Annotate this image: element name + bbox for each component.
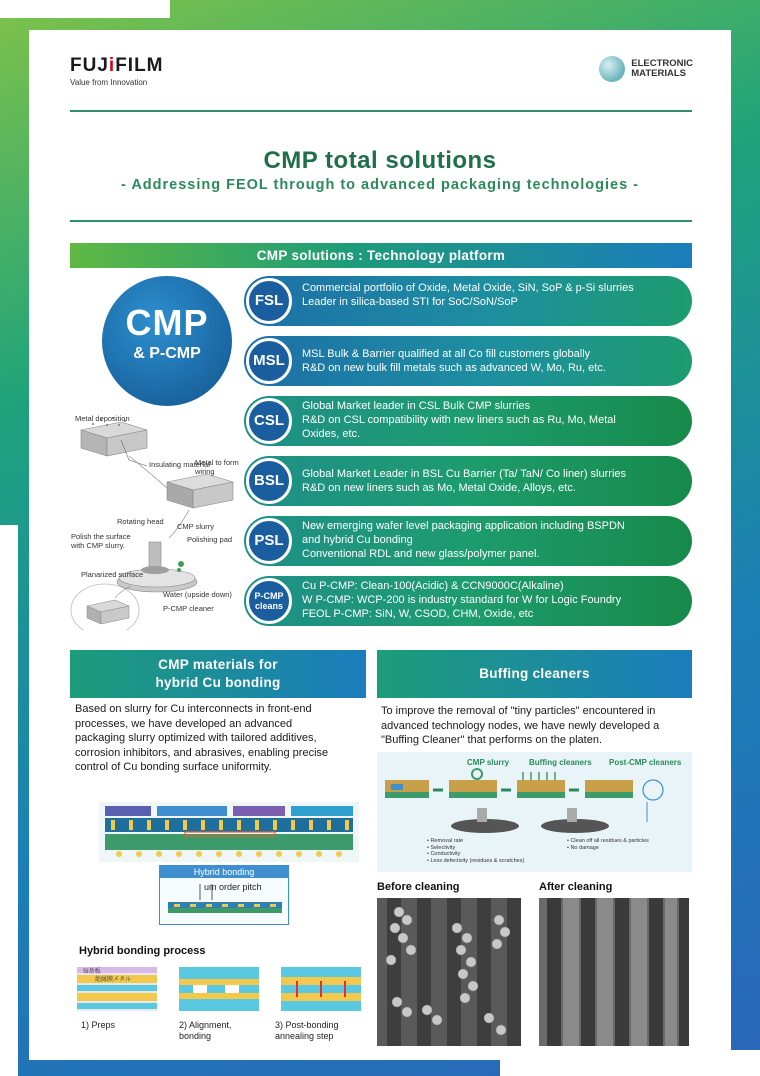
hybrid-bond-layers — [160, 878, 290, 924]
platform-item: PSL New emerging wafer level packaging application including BSPDN and hybrid Cu bonding Conventional RDL and new glass/polymer panel. — [244, 516, 692, 566]
cmp-circle: CMP & P-CMP — [102, 276, 232, 406]
page-title: CMP total solutions — [263, 147, 497, 174]
buffing-flow-diagram: CMP slurry Buffing cleaners Post-CMP cleaners • Removal rate • Selectivity • Conductivity • Less defectivity (residues & scratches) • Clean off all residues & particles • No damage — [377, 752, 692, 872]
platform-item: CSL Global Market leader in CSL Bulk CMP slurries R&D on CSL compatibility with new liners such as Ru, Mo, Metal Oxides, etc. — [244, 396, 692, 446]
buffing-description: To improve the removal of "tiny particles" encountered in advanced technology nodes, we have newly developed a "Buffing Cleaner" that performs on the platen. — [381, 705, 660, 746]
cmp-process-diagram: Metal deposition Insulating material Metal to form wiring Rotating head Polish the surface with CMP slurry. CMP slurry Polishing pad Planarized surface Water (upside down) P-CMP cleaner — [69, 410, 244, 630]
platform-item: BSL Global Market Leader in BSL Cu Barrier (Ta/ TaN/ Co liner) slurries R&D on new liners such as Mo, Metal Oxide, Alloys, etc. — [244, 456, 692, 506]
poster-sheet: FUJiFILM Value from Innovation ELECTRONIC MATERIALS CMP total solutions - Addressing FEOL through to advanced packaging technologies - CMP solutions : Technology platform CMP & P-CMP Metal deposition Insulating material Metal to form wiring Rotating head Polish the surface with CMP slurry. CMP slurry Polishing pad Planarized surface Water (upside down) P-CMP cleaner FSL Commercial portfolio of Oxide, Metal Oxide, SiN, SoP & p-Si slurries Leader in silica-based STI for SoC/SoN/SoP MSL MSL Bulk & Barrier qualified at all Co fill customers globally R&D on new bulk fill metals such as advanced W, Mo, Ru, etc. CSL Global Market leader in CSL Bulk CMP slurries R&D on CSL compatibility with new liners such as Ru, Mo, Metal Oxides, etc. BSL Global Market Leader in BSL Cu Barrier (Ta/ TaN/ Co liner) slurries R&D on new liners such as Mo, Metal Oxide, Alloys, etc. PSL New emerging wafer level packaging application including BSPDN and hybrid Cu bonding Conventional RDL and new glass/polymer panel. P-CMP cleans Cu P-CMP: Clean-100(Acidic) & CCN9000C(Alkaline) W P-CMP: WCP-200 is industry standard for W for Logic Foundry FEOL P-CMP: SiN, W, CSOD, CHM, Oxide, etc CMP materials for hybrid Cu bonding Based on slurry for Cu interconnects in front-end processes, we have developed an advanced packaging slurry optimized with tailored additives, corrosion inhibitors, and abrasives, enabling precise control of Cu bonding surface uniformity. Hybrid bonding um order pitch Hybrid bonding process SI基板 絶縁膜 メタル 1) Preps 2) Alignment, bonding 3) Post-bonding annealing step Buffing cleaners To improve the removal of "tiny particles" encountered in advanced technology nodes, we have newly developed a "Buffing Cleaner" that performs on the platen. CMP slurry Buffing cleaners Post-CMP cleaners • Removal rate • Selectivity • Conductivity • Less defectivity (residues & scratches) • Clean off all residues & particles • No damage Before cleaning After cleaning — [29, 30, 731, 1060]
buffing-notes-b: • Clean off all residues & particles • No damage — [567, 838, 649, 851]
msl-badge: MSL — [246, 338, 292, 384]
electronic-materials-logo: ELECTRONIC MATERIALS — [599, 56, 693, 82]
fujifilm-logo: FUJiFILM Value from Innovation — [70, 55, 164, 87]
bsl-badge: BSL — [246, 458, 292, 504]
fsl-badge: FSL — [246, 278, 292, 324]
hybrid-bonding-inset: Hybrid bonding um order pitch — [159, 865, 289, 925]
after-cleaning-micrograph — [539, 898, 689, 1046]
hybrid-description: Based on slurry for Cu interconnects in front-end processes, we have developed an advanced packaging slurry optimized with tailored additives, corrosion inhibitors, and abrasives, enabling precise control of Cu bonding surface uniformity. — [75, 703, 329, 773]
csl-badge: CSL — [246, 398, 292, 444]
hybrid-process-steps — [75, 965, 365, 1015]
divider — [70, 220, 692, 222]
before-cleaning-micrograph — [377, 898, 521, 1046]
after-cleaning-label: After cleaning — [539, 881, 613, 893]
step-caption: 1) Preps — [81, 1020, 116, 1030]
before-cleaning-label: Before cleaning — [377, 881, 460, 893]
psl-badge: PSL — [246, 518, 292, 564]
step-caption: 3) Post-bonding annealing step — [275, 1020, 339, 1041]
platform-item: MSL MSL Bulk & Barrier qualified at all Co fill customers globally R&D on new bulk fill metals such as advanced W, Mo, Ru, etc. — [244, 336, 692, 386]
bonded-package-illustration — [99, 796, 359, 868]
hybrid-process-title: Hybrid bonding process — [79, 945, 206, 957]
page-subtitle: - Addressing FEOL through to advanced packaging technologies - — [121, 177, 639, 193]
buffing-flow-art — [377, 752, 692, 872]
frame-notch — [0, 525, 18, 1076]
buffing-notes-a: • Removal rate • Selectivity • Conductivity • Less defectivity (residues & scratches) — [427, 838, 525, 864]
buffing-section-header: Buffing cleaners — [377, 650, 692, 698]
step-caption: 2) Alignment, bonding — [179, 1020, 232, 1041]
platform-item: P-CMP cleans Cu P-CMP: Clean-100(Acidic) & CCN9000C(Alkaline) W P-CMP: WCP-200 is industry standard for W for Logic Foundry FEOL P-CMP: SiN, W, CSOD, CHM, Oxide, etc — [244, 576, 692, 626]
hybrid-section-header: CMP materials for hybrid Cu bonding — [70, 650, 366, 698]
divider — [70, 110, 692, 112]
frame-notch — [0, 0, 170, 18]
platform-item: FSL Commercial portfolio of Oxide, Metal Oxide, SiN, SoP & p-Si slurries Leader in silica-based STI for SoC/SoN/SoP — [244, 276, 692, 326]
platform-band: CMP solutions : Technology platform — [70, 243, 692, 268]
globe-icon — [599, 56, 625, 82]
brand-tagline: Value from Innovation — [70, 78, 148, 87]
pcmp-cleans-badge: P-CMP cleans — [246, 578, 292, 624]
